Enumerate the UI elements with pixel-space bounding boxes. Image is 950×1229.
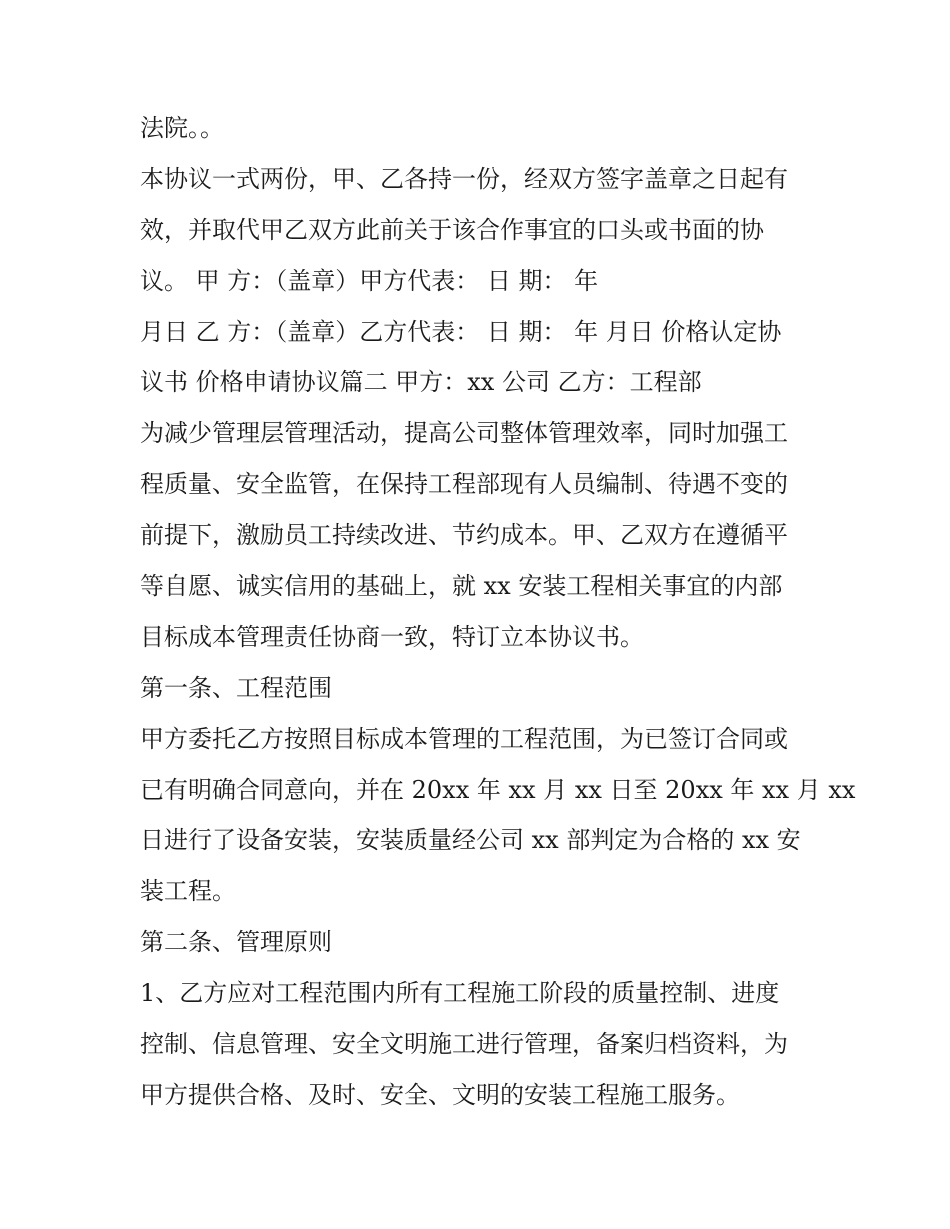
text-line: 议书 价格申请协议篇二 甲方：xx 公司 乙方：工程部 <box>140 368 702 397</box>
text-line: 法院。。 <box>140 114 224 142</box>
text-line: 目标成本管理责任协商一致，特订立本协议书。 <box>140 622 644 651</box>
section-heading: 第一条、工程范围 <box>140 673 332 702</box>
text-line: 控制、信息管理、安全文明施工进行管理，备案归档资料，为 <box>140 1030 788 1059</box>
text-line: 日进行了设备安装，安装质量经公司 xx 部判定为合格的 xx 安 <box>140 826 801 855</box>
text-line: 月日 乙 方：（盖章）乙方代表： 日 期： 年 月日 价格认定协 <box>140 317 782 346</box>
text-line: 前提下，激励员工持续改进、节约成本。甲、乙双方在遵循平 <box>140 521 788 550</box>
text-line: 程质量、安全监管，在保持工程部现有人员编制、待遇不变的 <box>140 470 788 499</box>
text-line: 甲方提供合格、及时、安全、文明的安装工程施工服务。 <box>140 1080 740 1109</box>
text-line: 等自愿、诚实信用的基础上，就 xx 安装工程相关事宜的内部 <box>140 572 783 601</box>
text-line: 为减少管理层管理活动，提高公司整体管理效率，同时加强工 <box>140 419 788 448</box>
text-line: 装工程。 <box>140 877 236 906</box>
text-line: 效，并取代甲乙双方此前关于该合作事宜的口头或书面的协 <box>140 215 764 244</box>
text-line: 甲方委托乙方按照目标成本管理的工程范围，为已签订合同或 <box>140 724 788 753</box>
text-line: 已有明确合同意向，并在 20xx 年 xx 月 xx 日至 20xx 年 xx 月 xx <box>140 775 856 804</box>
text-line: 本协议一式两份，甲、乙各持一份，经双方签字盖章之日起有 <box>140 164 788 193</box>
document-body <box>140 103 856 1121</box>
text-line: 议。 甲 方：（盖章）甲方代表： 日 期： 年 <box>140 266 599 295</box>
text-line: 1、乙方应对工程范围内所有工程施工阶段的质量控制、进度 <box>140 979 780 1008</box>
section-heading: 第二条、管理原则 <box>140 928 332 957</box>
